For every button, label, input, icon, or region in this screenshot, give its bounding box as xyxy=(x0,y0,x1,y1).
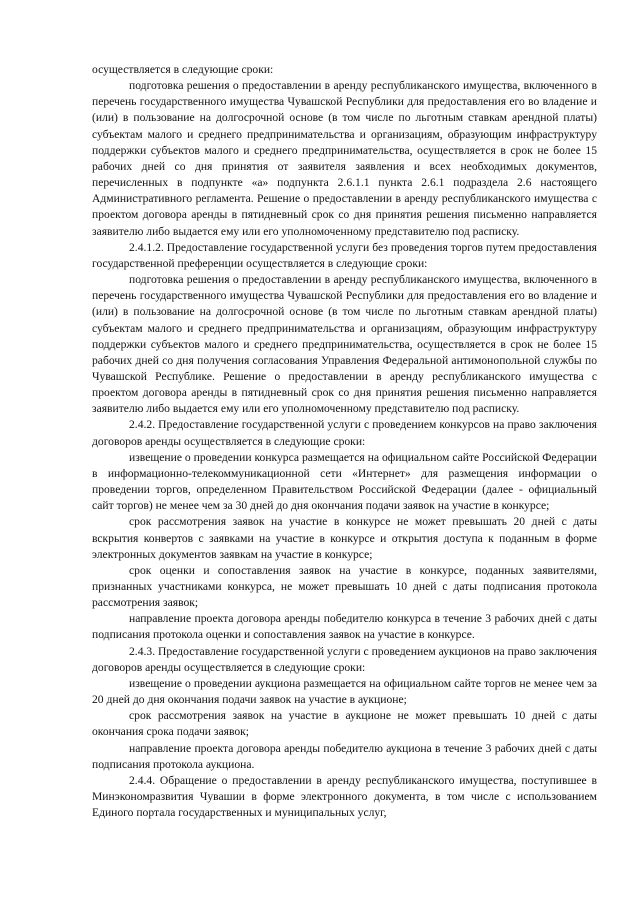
paragraph-contest-evaluation-term: срок оценки и сопоставления заявок на участие в конкурсе, поданных заявителями, признанных участниками конкурса, не может превышать 10 дней с даты подписания протокола рассмотрения заявок; xyxy=(92,563,597,610)
paragraph-2-4-2: 2.4.2. Предоставление государственной услуги с проведением конкурсов на право заключения договоров аренды осуществляется в следующие сроки: xyxy=(92,418,597,448)
paragraph-auction-review-term: срок рассмотрения заявок на участие в аукционе не может превышать 10 дней с даты окончания срока подачи заявок; xyxy=(92,709,597,739)
paragraph-contest-review-term: срок рассмотрения заявок на участие в конкурсе не может превышать 20 дней с даты вскрытия конвертов с заявками на участие в конкурсе и открытия доступа к поданным в форме электронных документов заявкам на участие в конкурсе; xyxy=(92,515,597,561)
paragraph-auction-contract-term: направление проекта договора аренды победителю аукциона в течение 3 рабочих дней с даты подписания протокола аукциона. xyxy=(92,741,597,771)
paragraph-2-4-4: 2.4.4. Обращение о предоставлении в аренду республиканского имущества, поступившее в Минэкономразвития Чувашии в форме электронного документа, в том числе с использованием Единого портала государственных и муниципальных услуг, xyxy=(92,773,597,820)
paragraph-2-4-1-2: 2.4.1.2. Предоставление государственной услуги без проведения торгов путем предоставления государственной преференции осуществляется в следующие сроки: xyxy=(92,240,597,270)
paragraph-contest-contract-term: направление проекта договора аренды победителю конкурса в течение 3 рабочих дней с даты подписания протокола оценки и сопоставления заявок на участие в конкурсе. xyxy=(92,612,597,642)
paragraph-lease-decision-term: подготовка решения о предоставлении в аренду республиканского имущества, включенного в перечень государственного имущества Чувашской Республики для предоставления его во владение и (или) в пользование на долгосрочной основе (в том числе по льготным ставкам арендной платы) субъектам малого и среднего предпринимательства и организациям, образующим инфраструктуру поддержки субъектов малого и среднего предпринимательства, осуществляется в срок не более 15 рабочих дней со дня принятия от заявителя заявления и всех необходимых документов, перечисленных в подпункте «а» подпункта 2.6.1.1 пункта 2.6.1 подраздела 2.6 настоящего Административного регламента. Решение о предоставлении в аренду республиканского имущества с проектом договора аренды в пятидневный срок со дня принятия решения письменно направляется заявителю либо выдается ему или его уполномоченному представителю под расписку. xyxy=(92,79,597,238)
paragraph-auction-notice: извещение о проведении аукциона размещается на официальном сайте торгов не менее чем за 20 дней до дня окончания подачи заявок на участие в аукционе; xyxy=(92,676,597,707)
paragraph-preference-decision-term: подготовка решения о предоставлении в аренду республиканского имущества, включенного в перечень государственного имущества Чувашской Республики для предоставления его во владение и (или) в пользование на долгосрочной основе (в том числе по льготным ставкам арендной платы) субъектам малого и среднего предпринимательства и организациям, образующим инфраструктуру поддержки субъектов малого и среднего предпринимательства, осуществляется в срок не более 15 рабочих дней со дня получения согласования Управления Федеральной антимонопольной службы по Чувашской Республике. Решение о предоставлении в аренду республиканского имущества с проектом договора аренды в пятидневный срок со дня принятия решения письменно направляется заявителю либо выдается ему или его уполномоченному представителю под расписку. xyxy=(92,273,597,416)
paragraph-continuation: осуществляется в следующие сроки: xyxy=(92,63,274,76)
document-page xyxy=(92,62,597,821)
paragraph-contest-notice: извещение о проведении конкурса размещается на официальном сайте Российской Федерации в информационно-телекоммуникационной сети «Интернет» для размещения информации о проведении торгов, определенном Правительством Российской Федерации (далее - официальный сайт торгов) не менее чем за 30 дней до дня окончания подачи заявок на участие в конкурсе; xyxy=(92,450,597,513)
paragraph-2-4-3: 2.4.3. Предоставление государственной услуги с проведением аукционов на право заключения договоров аренды осуществляется в следующие сроки: xyxy=(92,644,597,674)
